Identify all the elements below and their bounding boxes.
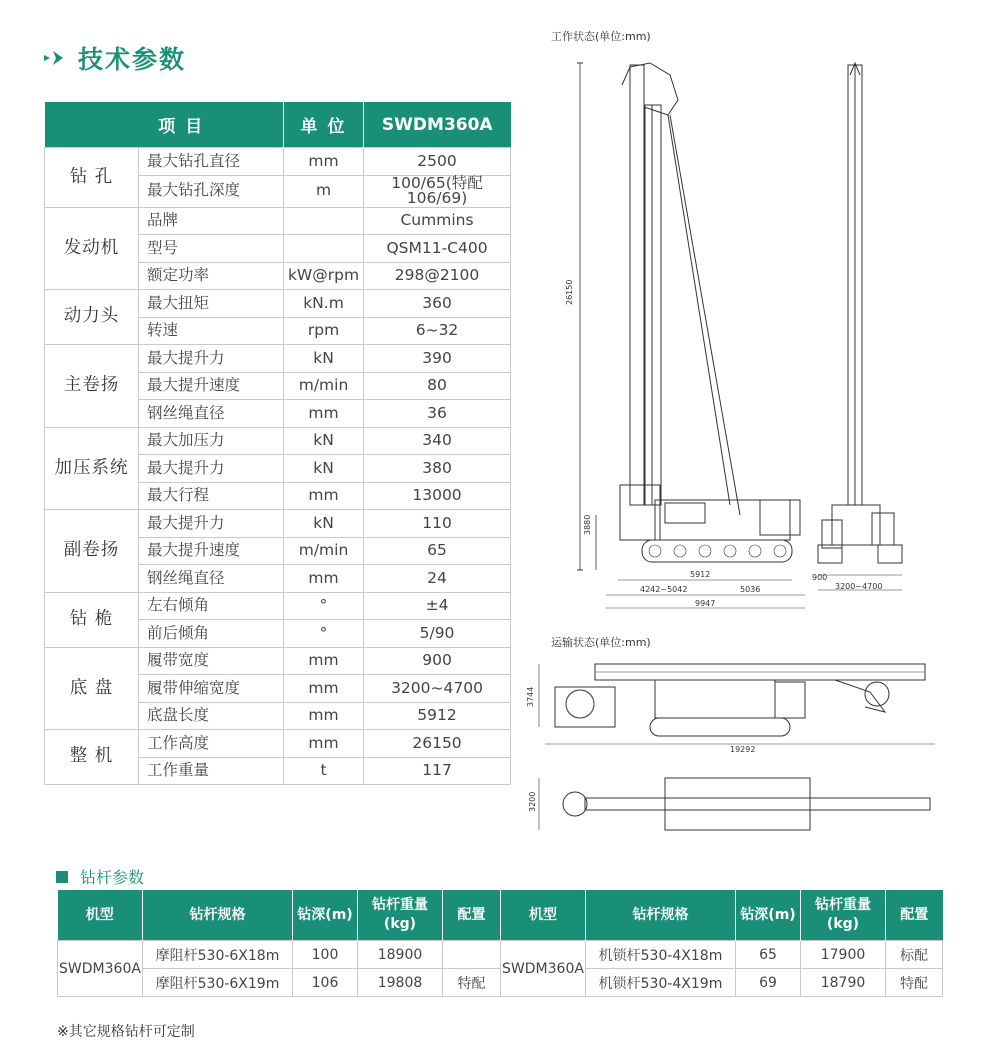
spec-item: 最大加压力 — [139, 427, 284, 455]
spec-unit: m — [284, 175, 364, 207]
spec-item: 工作重量 — [139, 757, 284, 785]
spec-value: 340 — [364, 427, 511, 455]
spec-unit: mm — [284, 675, 364, 703]
dim-height: 26150 — [565, 279, 574, 305]
rod-depth: 69 — [736, 969, 801, 997]
section-title — [44, 40, 186, 76]
spec-value: 13000 — [364, 482, 511, 510]
spec-item: 最大提升力 — [139, 345, 284, 373]
spec-item: 转速 — [139, 317, 284, 345]
spec-item: 工作高度 — [139, 730, 284, 758]
spec-item: 最大行程 — [139, 482, 284, 510]
spec-row — [45, 592, 511, 620]
spec-group-label: 钻 孔 — [45, 148, 139, 208]
spec-value: 6~32 — [364, 317, 511, 345]
rod-section-title — [56, 865, 144, 888]
spec-group-label: 加压系统 — [45, 427, 139, 510]
rod-depth: 65 — [736, 941, 801, 969]
spec-unit: kN — [284, 427, 364, 455]
spec-item: 最大钻孔深度 — [139, 175, 284, 207]
working-caption: 工作状态(单位:mm) — [551, 30, 651, 43]
spec-value: 298@2100 — [364, 262, 511, 290]
spec-value: 2500 — [364, 148, 511, 176]
rod-weight: 17900 — [801, 941, 886, 969]
spec-group-label: 主卷扬 — [45, 345, 139, 428]
spec-value: 5/90 — [364, 620, 511, 648]
rod-weight: 18790 — [801, 969, 886, 997]
rod-row — [58, 969, 943, 997]
dim-t-width: 3200 — [528, 791, 537, 812]
spec-value: QSM11-C400 — [364, 235, 511, 263]
rod-header-cell: 配置 — [886, 890, 943, 941]
spec-group-label: 整 机 — [45, 730, 139, 785]
rod-header-cell: 钻杆规格 — [143, 890, 293, 941]
spec-unit: ° — [284, 620, 364, 648]
working-state-drawing — [560, 45, 960, 615]
spec-row — [45, 207, 511, 235]
spec-value: 65 — [364, 537, 511, 565]
double-arrow-icon — [44, 48, 70, 68]
rod-header-cell: 配置 — [443, 890, 501, 941]
spec-item: 钢丝绳直径 — [139, 565, 284, 593]
rod-spec: 摩阻杆530-6X19m — [143, 969, 293, 997]
spec-value: 36 — [364, 400, 511, 428]
side-view-machine — [577, 63, 805, 608]
spec-row — [45, 427, 511, 455]
spec-value: 5912 — [364, 702, 511, 730]
spec-unit: mm — [284, 148, 364, 176]
spec-value: 80 — [364, 372, 511, 400]
spec-unit: mm — [284, 482, 364, 510]
front-view-machine — [818, 63, 902, 590]
spec-item: 最大提升力 — [139, 455, 284, 483]
dim-rear: 5036 — [740, 585, 761, 594]
spec-item: 型号 — [139, 235, 284, 263]
spec-value: 110 — [364, 510, 511, 538]
spec-item: 最大提升力 — [139, 510, 284, 538]
spec-group-label: 动力头 — [45, 290, 139, 345]
transport-top-drawing — [525, 770, 945, 840]
rod-config — [443, 941, 501, 969]
rod-header-cell: 钻深(m) — [736, 890, 801, 941]
dim-track-len: 5912 — [690, 570, 711, 579]
rod-table — [57, 890, 943, 997]
spec-value: 360 — [364, 290, 511, 318]
rod-config: 标配 — [886, 941, 943, 969]
spec-row — [45, 345, 511, 373]
spec-group-label: 发动机 — [45, 207, 139, 290]
spec-row — [45, 647, 511, 675]
spec-row — [45, 290, 511, 318]
spec-row — [45, 148, 511, 176]
dim-t-height: 3744 — [526, 686, 535, 707]
header-unit: 单 位 — [284, 102, 364, 148]
spec-header-row — [45, 102, 511, 148]
spec-value: ±4 — [364, 592, 511, 620]
spec-item: 履带伸缩宽度 — [139, 675, 284, 703]
spec-unit: mm — [284, 647, 364, 675]
rod-header-cell: 钻杆规格 — [586, 890, 736, 941]
spec-item: 最大扭矩 — [139, 290, 284, 318]
rod-depth: 106 — [293, 969, 358, 997]
spec-item: 前后倾角 — [139, 620, 284, 648]
spec-body — [45, 148, 511, 785]
dim-front: 4242~5042 — [640, 585, 688, 594]
spec-unit: mm — [284, 730, 364, 758]
spec-unit: kN.m — [284, 290, 364, 318]
rod-weight: 19808 — [358, 969, 443, 997]
spec-unit: rpm — [284, 317, 364, 345]
spec-value: 24 — [364, 565, 511, 593]
transport-caption: 运输状态(单位:mm) — [551, 636, 651, 649]
square-bullet-icon — [56, 871, 68, 883]
spec-unit: kW@rpm — [284, 262, 364, 290]
rod-spec: 机锁杆530-4X19m — [586, 969, 736, 997]
spec-value: 3200~4700 — [364, 675, 511, 703]
spec-item: 履带宽度 — [139, 647, 284, 675]
rod-model-left: SWDM360A — [58, 941, 143, 997]
dim-low-height: 3880 — [583, 514, 592, 535]
rod-row — [58, 941, 943, 969]
spec-unit: kN — [284, 345, 364, 373]
rod-header-cell: 机型 — [501, 890, 586, 941]
spec-item: 品牌 — [139, 207, 284, 235]
rod-config: 特配 — [443, 969, 501, 997]
spec-item: 底盘长度 — [139, 702, 284, 730]
spec-item: 最大钻孔直径 — [139, 148, 284, 176]
spec-unit: t — [284, 757, 364, 785]
spec-value: Cummins — [364, 207, 511, 235]
spec-unit: m/min — [284, 537, 364, 565]
spec-item: 最大提升速度 — [139, 537, 284, 565]
header-model: SWDM360A — [364, 102, 511, 148]
rod-header-cell: 钻杆重量 (kg) — [801, 890, 886, 941]
spec-item: 额定功率 — [139, 262, 284, 290]
spec-unit: kN — [284, 510, 364, 538]
spec-group-label: 底 盘 — [45, 647, 139, 730]
rod-config: 特配 — [886, 969, 943, 997]
rod-spec: 摩阻杆530-6X18m — [143, 941, 293, 969]
rod-title-text: 钻杆参数 — [80, 868, 145, 887]
rod-header-cell: 钻杆重量 (kg) — [358, 890, 443, 941]
spec-unit — [284, 235, 364, 263]
spec-value: 900 — [364, 647, 511, 675]
rod-spec: 机锁杆530-4X18m — [586, 941, 736, 969]
rod-weight: 18900 — [358, 941, 443, 969]
dim-track-w: 900 — [812, 573, 828, 582]
transport-side-drawing — [525, 652, 945, 757]
rod-model-right: SWDM360A — [501, 941, 586, 997]
footnote: ※其它规格钻杆可定制 — [57, 1024, 195, 1040]
spec-item: 最大提升速度 — [139, 372, 284, 400]
rod-header-row — [58, 890, 943, 941]
rod-header-cell: 机型 — [58, 890, 143, 941]
spec-group-label: 钻 桅 — [45, 592, 139, 647]
spec-unit: mm — [284, 702, 364, 730]
spec-table — [44, 102, 511, 785]
dim-t-len: 19292 — [730, 745, 756, 754]
header-item: 项 目 — [45, 102, 284, 148]
spec-value: 26150 — [364, 730, 511, 758]
spec-unit: ° — [284, 592, 364, 620]
spec-value: 117 — [364, 757, 511, 785]
dim-total-len: 9947 — [695, 599, 716, 608]
section-title-text: 技术参数 — [78, 45, 187, 74]
spec-unit: mm — [284, 565, 364, 593]
spec-unit: m/min — [284, 372, 364, 400]
spec-item: 左右倾角 — [139, 592, 284, 620]
dim-track-span: 3200~4700 — [835, 582, 883, 591]
rod-header-cell: 钻深(m) — [293, 890, 358, 941]
spec-unit — [284, 207, 364, 235]
spec-item: 钢丝绳直径 — [139, 400, 284, 428]
spec-unit: kN — [284, 455, 364, 483]
rod-depth: 100 — [293, 941, 358, 969]
spec-value: 390 — [364, 345, 511, 373]
spec-value: 380 — [364, 455, 511, 483]
spec-row — [45, 510, 511, 538]
spec-value: 100/65(特配106/69) — [364, 175, 511, 207]
spec-group-label: 副卷扬 — [45, 510, 139, 593]
spec-row — [45, 730, 511, 758]
spec-unit: mm — [284, 400, 364, 428]
